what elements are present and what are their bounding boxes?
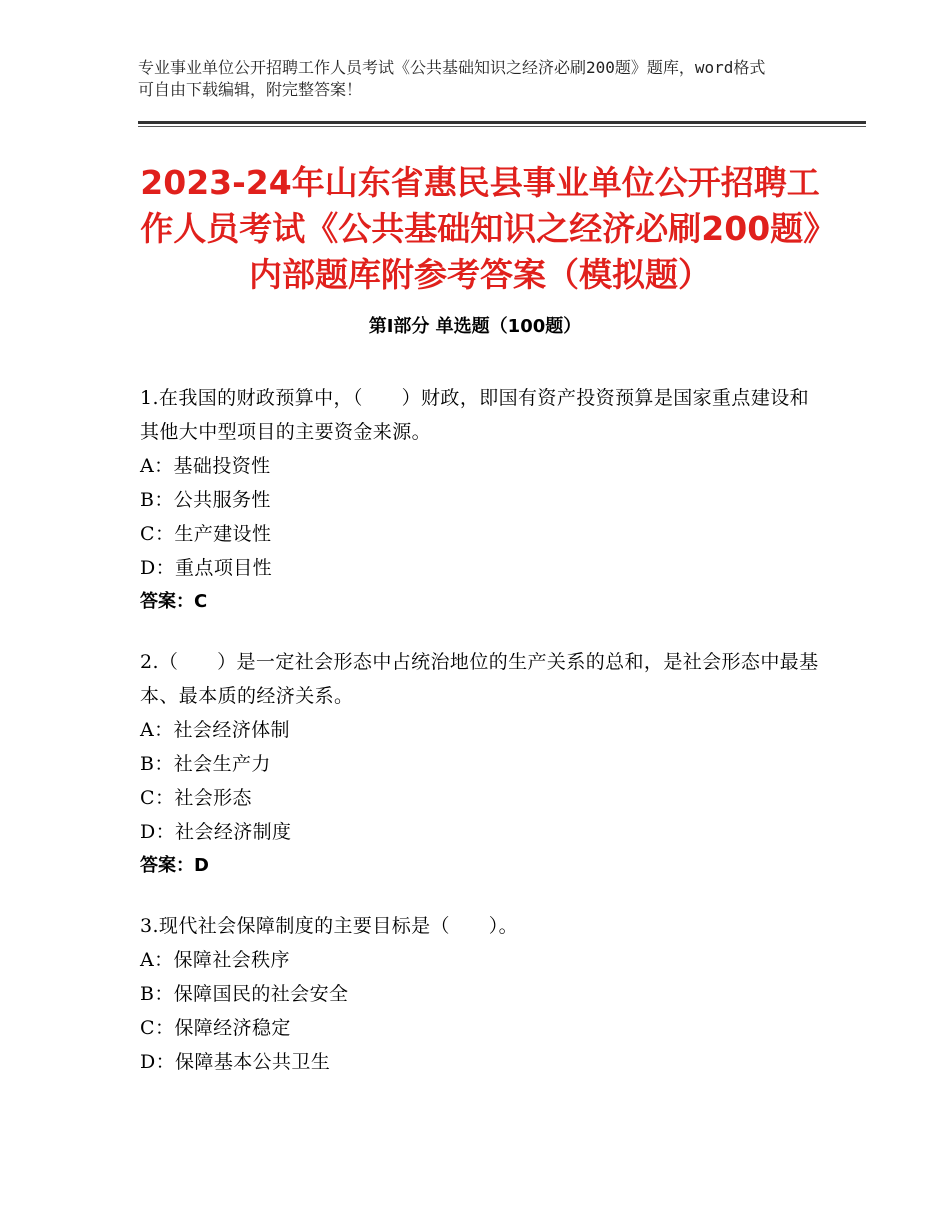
option-d: D：社会经济制度 <box>140 821 292 843</box>
answer-line: 答案：D <box>140 855 209 876</box>
question-2 <box>140 645 820 883</box>
option-d: D：保障基本公共卫生 <box>140 1051 331 1073</box>
header-divider-thick <box>138 121 866 124</box>
option-b: B：保障国民的社会安全 <box>140 983 349 1005</box>
document-header-note: 专业事业单位公开招聘工作人员考试《公共基础知识之经济必刷200题》题库，word格式可自由下载编辑，附完整答案！ <box>138 58 766 99</box>
option-c: C：生产建设性 <box>140 523 272 545</box>
question-stem: 1.在我国的财政预算中，（ ）财政，即国有资产投资预算是国家重点建设和其他大中型项目的主要资金来源。 <box>140 387 810 443</box>
document-title: 2023-24年山东省惠民县事业单位公开招聘工作人员考试《公共基础知识之经济必刷200题》内部题库附参考答案（模拟题） <box>140 163 820 294</box>
option-a: A：保障社会秩序 <box>140 949 290 971</box>
header-divider-thin <box>138 126 866 127</box>
option-c: C：保障经济稳定 <box>140 1017 291 1039</box>
question-stem: 3.现代社会保障制度的主要目标是（ ）。 <box>140 915 519 937</box>
option-a: A：基础投资性 <box>140 455 271 477</box>
option-a: A：社会经济体制 <box>140 719 290 741</box>
question-3 <box>140 909 820 1079</box>
section-heading: 第Ⅰ部分 单选题（100题） <box>368 316 582 337</box>
option-d: D：重点项目性 <box>140 557 273 579</box>
question-list <box>140 381 820 1105</box>
option-b: B：社会生产力 <box>140 753 271 775</box>
option-c: C：社会形态 <box>140 787 252 809</box>
question-stem: 2.（ ）是一定社会形态中占统治地位的生产关系的总和，是社会形态中最基本、最本质的经济关系。 <box>140 651 819 707</box>
option-b: B：公共服务性 <box>140 489 271 511</box>
question-1 <box>140 381 820 619</box>
answer-line: 答案：C <box>140 591 208 612</box>
